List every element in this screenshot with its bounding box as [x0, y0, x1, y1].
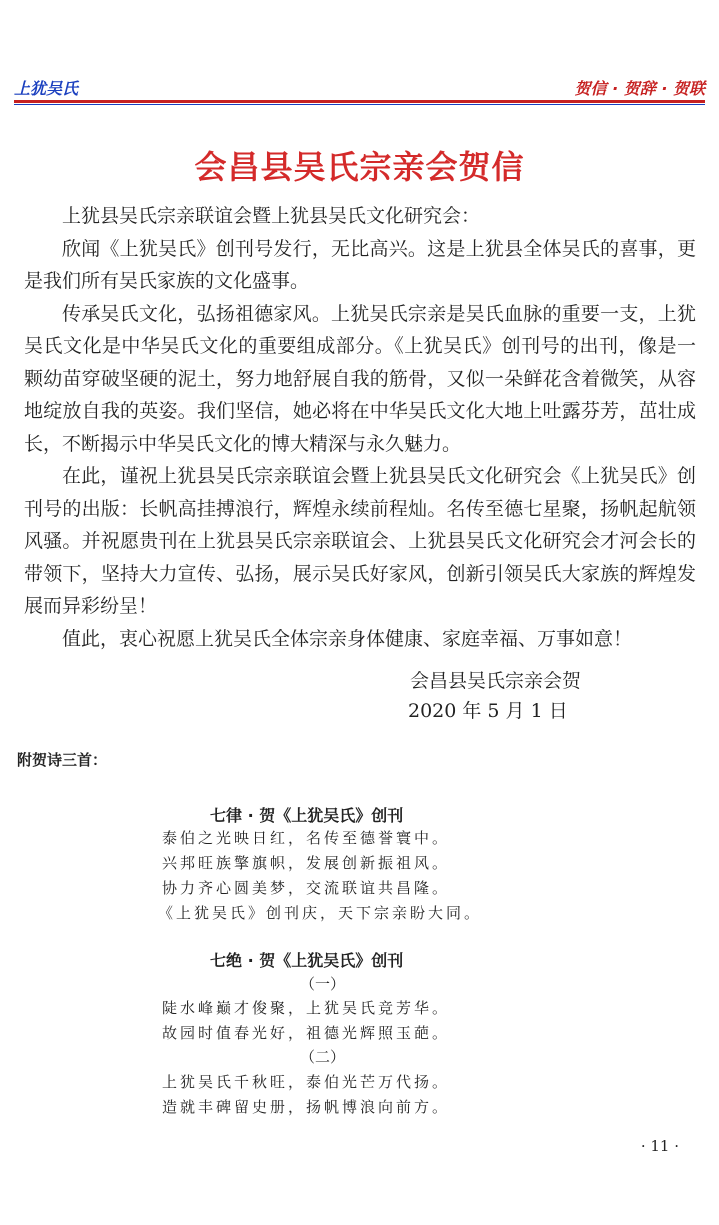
- poem-part-label: （一）: [300, 975, 346, 993]
- letter-body: [24, 200, 696, 655]
- page-title: 会昌县吴氏宗亲会贺信: [194, 148, 525, 186]
- poem-line: 故园时值春光好，祖德光辉照玉葩。: [162, 1024, 451, 1042]
- letter-signature: 会昌县吴氏宗亲会贺: [410, 670, 582, 692]
- poem-line: 陡水峰巅才俊聚，上犹吴氏竞芳华。: [162, 999, 451, 1017]
- letter-paragraph: 在此，谨祝上犹县吴氏宗亲联谊会暨上犹县吴氏文化研究会《上犹吴氏》创刊号的出版：长帆高挂搏浪行，辉煌永续前程灿。名传至德七星聚，扬帆起航领风骚。并祝愿贵刊在上犹县吴氏宗亲联谊会、上犹县吴氏文化研究会才河会长的带领下，坚持大力宣传、弘扬，展示吴氏好家风，创新引领吴氏大家族的辉煌发展而异彩纷呈！: [24, 465, 696, 617]
- poem-line: 协力齐心圆美梦，交流联谊共昌隆。: [162, 879, 451, 897]
- poem-title: 七律 · 贺《上犹吴氏》创刊: [210, 806, 404, 825]
- poem-part-label: （二）: [300, 1048, 346, 1066]
- poem-line: 上犹吴氏千秋旺，泰伯光芒万代扬。: [162, 1073, 451, 1091]
- header-divider-blue: [14, 104, 705, 105]
- header-divider-red: [14, 100, 705, 103]
- poem-line: 兴邦旺族擎旗帜，发展创新振祖风。: [162, 854, 451, 872]
- section-name: 贺信 · 贺辞 · 贺联: [574, 79, 705, 98]
- poem-line: 泰伯之光映日红，名传至德誉寰中。: [162, 829, 451, 847]
- letter-paragraph: 欣闻《上犹吴氏》创刊号发行，无比高兴。这是上犹县全体吴氏的喜事，更是我们所有吴氏家族的文化盛事。: [24, 237, 696, 292]
- letter-date: 2020 年 5 月 1 日: [408, 700, 568, 722]
- page-number: · 11 ·: [640, 1137, 679, 1155]
- poem-title: 七绝 · 贺《上犹吴氏》创刊: [210, 951, 404, 970]
- poem-line: 造就丰碑留史册，扬帆博浪向前方。: [162, 1098, 451, 1116]
- poems-label: 附贺诗三首：: [17, 751, 108, 769]
- letter-salutation: 上犹县吴氏宗亲联谊会暨上犹县吴氏文化研究会：: [62, 205, 481, 227]
- letter-paragraph: 值此，衷心祝愿上犹吴氏全体宗亲身体健康、家庭幸福、万事如意！: [62, 627, 633, 650]
- journal-name: 上犹吴氏: [14, 79, 79, 98]
- poem-line: 《上犹吴氏》创刊庆，天下宗亲盼大同。: [158, 904, 483, 922]
- letter-paragraph: 传承吴氏文化，弘扬祖德家风。上犹吴氏宗亲是吴氏血脉的重要一支，上犹吴氏文化是中华吴氏文化的重要组成部分。《上犹吴氏》创刊号的出刊，像是一颗幼苗穿破坚硬的泥土，努力地舒展自我的筋骨，又似一朵鲜花含着微笑，从容地绽放自我的英姿。我们坚信，她必将在中华吴氏文化大地上吐露芬芳，茁壮成长，不断揭示中华吴氏文化的博大精深与永久魅力。: [24, 302, 696, 455]
- page-header: [14, 72, 705, 100]
